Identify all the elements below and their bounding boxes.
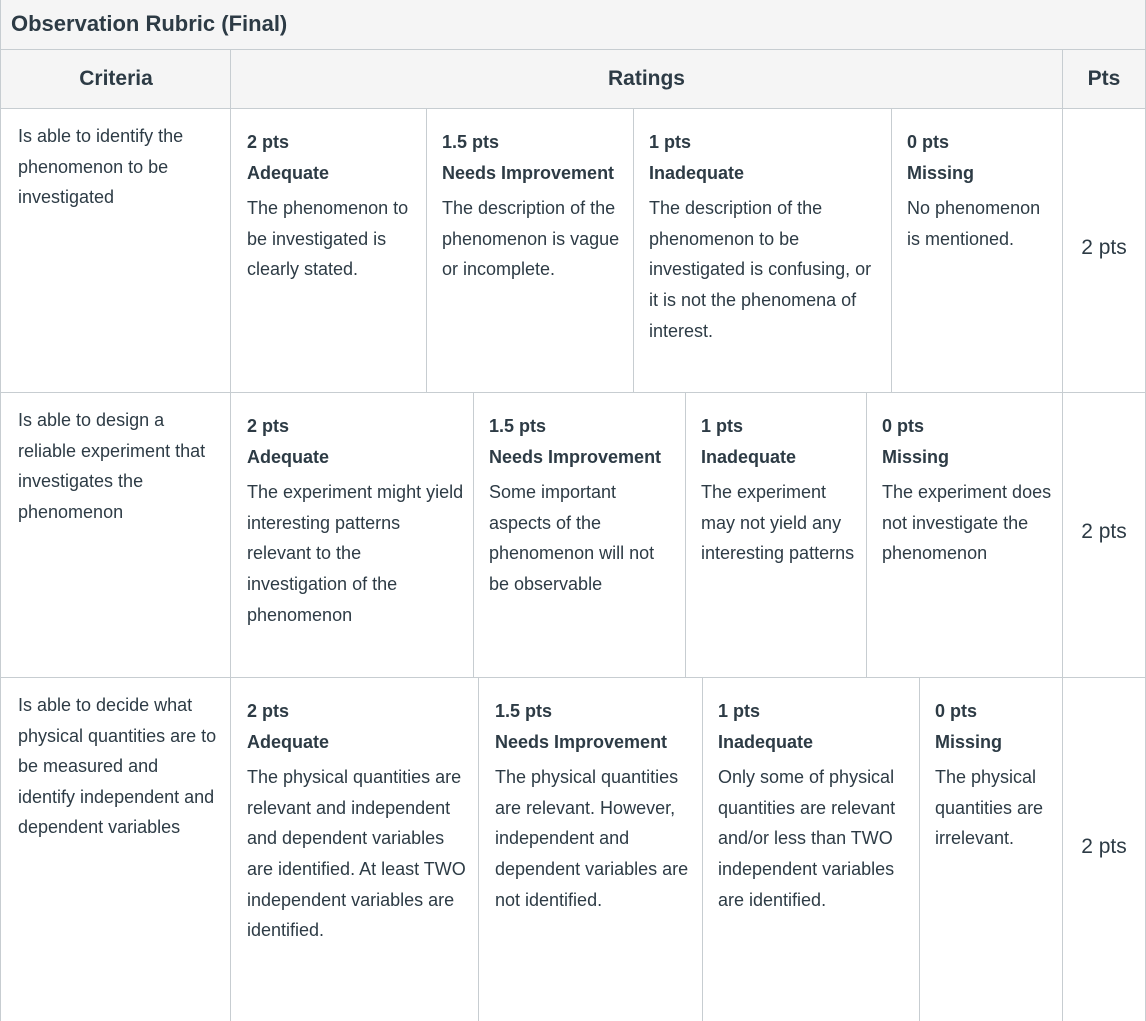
rating-points: 2 pts bbox=[247, 701, 290, 721]
rating-cell[interactable] bbox=[882, 411, 1052, 569]
rating-cell[interactable] bbox=[489, 411, 669, 600]
rating-divider bbox=[473, 393, 474, 677]
rating-divider bbox=[891, 109, 892, 392]
rating-label: Adequate bbox=[247, 162, 330, 183]
rating-cell[interactable] bbox=[247, 127, 417, 285]
rating-points: 1.5 pts bbox=[489, 416, 547, 436]
criterion-points: 2 pts bbox=[1081, 520, 1127, 543]
rating-label: Missing bbox=[935, 731, 1003, 752]
rating-description: Some important aspects of the phenomenon will not be observable bbox=[489, 482, 655, 594]
rating-label: Adequate bbox=[247, 731, 330, 752]
criterion-row bbox=[1, 678, 1145, 1021]
criteria-header: Criteria bbox=[79, 67, 153, 90]
rubric-title: Observation Rubric (Final) bbox=[11, 11, 288, 36]
rating-description: The physical quantities are irrelevant. bbox=[935, 767, 1044, 849]
rating-divider bbox=[702, 678, 703, 1021]
rating-label: Missing bbox=[907, 162, 975, 183]
rating-cell[interactable] bbox=[701, 411, 859, 569]
rating-description: The experiment might yield interesting patterns relevant to the investigation of the phenomenon bbox=[247, 482, 464, 625]
rating-label: Adequate bbox=[247, 446, 330, 467]
rating-points: 0 pts bbox=[907, 132, 950, 152]
rating-label: Needs Improvement bbox=[442, 162, 615, 183]
rating-description: The experiment may not yield any interesting patterns bbox=[701, 482, 855, 564]
rating-cell[interactable] bbox=[442, 127, 622, 285]
rating-divider bbox=[478, 678, 479, 1021]
rating-points: 1 pts bbox=[718, 701, 761, 721]
rating-divider bbox=[866, 393, 867, 677]
rating-description: No phenomenon is mentioned. bbox=[907, 198, 1041, 249]
criterion-description: Is able to design a reliable experiment that investigates the phenomenon bbox=[18, 410, 206, 522]
criterion-points: 2 pts bbox=[1081, 236, 1127, 259]
rating-label: Missing bbox=[882, 446, 950, 467]
rating-cell[interactable] bbox=[247, 696, 471, 946]
rating-points: 1 pts bbox=[649, 132, 692, 152]
rating-cell[interactable] bbox=[935, 696, 1055, 854]
rating-cell[interactable] bbox=[649, 127, 884, 346]
rating-points: 1.5 pts bbox=[442, 132, 500, 152]
rating-description: Only some of physical quantities are relevant and/or less than TWO independent variables are identified. bbox=[718, 767, 896, 910]
rating-cell[interactable] bbox=[247, 411, 465, 630]
criterion-row bbox=[1, 393, 1145, 677]
header-row bbox=[1, 50, 1145, 109]
rating-cell[interactable] bbox=[907, 127, 1055, 254]
rating-cell[interactable] bbox=[718, 696, 912, 915]
rating-points: 0 pts bbox=[882, 416, 925, 436]
rating-divider bbox=[685, 393, 686, 677]
rating-description: The description of the phenomenon is vague or incomplete. bbox=[442, 198, 620, 280]
rating-divider bbox=[919, 678, 920, 1021]
criterion-row bbox=[1, 109, 1145, 392]
rating-label: Inadequate bbox=[718, 731, 814, 752]
rating-description: The description of the phenomenon to be investigated is confusing, or it is not the phenomena of interest. bbox=[649, 198, 872, 341]
rating-label: Inadequate bbox=[701, 446, 797, 467]
rating-points: 1 pts bbox=[701, 416, 744, 436]
rating-points: 1.5 pts bbox=[495, 701, 553, 721]
rating-label: Needs Improvement bbox=[489, 446, 662, 467]
rating-divider bbox=[633, 109, 634, 392]
rating-points: 2 pts bbox=[247, 132, 290, 152]
criterion-description: Is able to decide what physical quantities are to be measured and identify independent and dependent variables bbox=[18, 695, 217, 838]
rating-label: Needs Improvement bbox=[495, 731, 668, 752]
rating-points: 2 pts bbox=[247, 416, 290, 436]
rating-label: Inadequate bbox=[649, 162, 745, 183]
rating-divider bbox=[426, 109, 427, 392]
pts-header: Pts bbox=[1087, 67, 1121, 90]
rating-description: The physical quantities are relevant and independent and dependent variables are identified. At least TWO independent variables are identified. bbox=[247, 767, 466, 941]
ratings-header: Ratings bbox=[607, 67, 685, 90]
rating-description: The experiment does not investigate the phenomenon bbox=[882, 482, 1052, 564]
rating-description: The physical quantities are relevant. However, independent and dependent variables are not identified. bbox=[495, 767, 689, 910]
rating-description: The phenomenon to be investigated is clearly stated. bbox=[247, 198, 409, 280]
rating-points: 0 pts bbox=[935, 701, 978, 721]
criterion-description: Is able to identify the phenomenon to be investigated bbox=[18, 126, 184, 208]
rating-cell[interactable] bbox=[495, 696, 695, 915]
rubric-title-bar bbox=[1, 0, 1145, 50]
criterion-points: 2 pts bbox=[1081, 835, 1127, 858]
